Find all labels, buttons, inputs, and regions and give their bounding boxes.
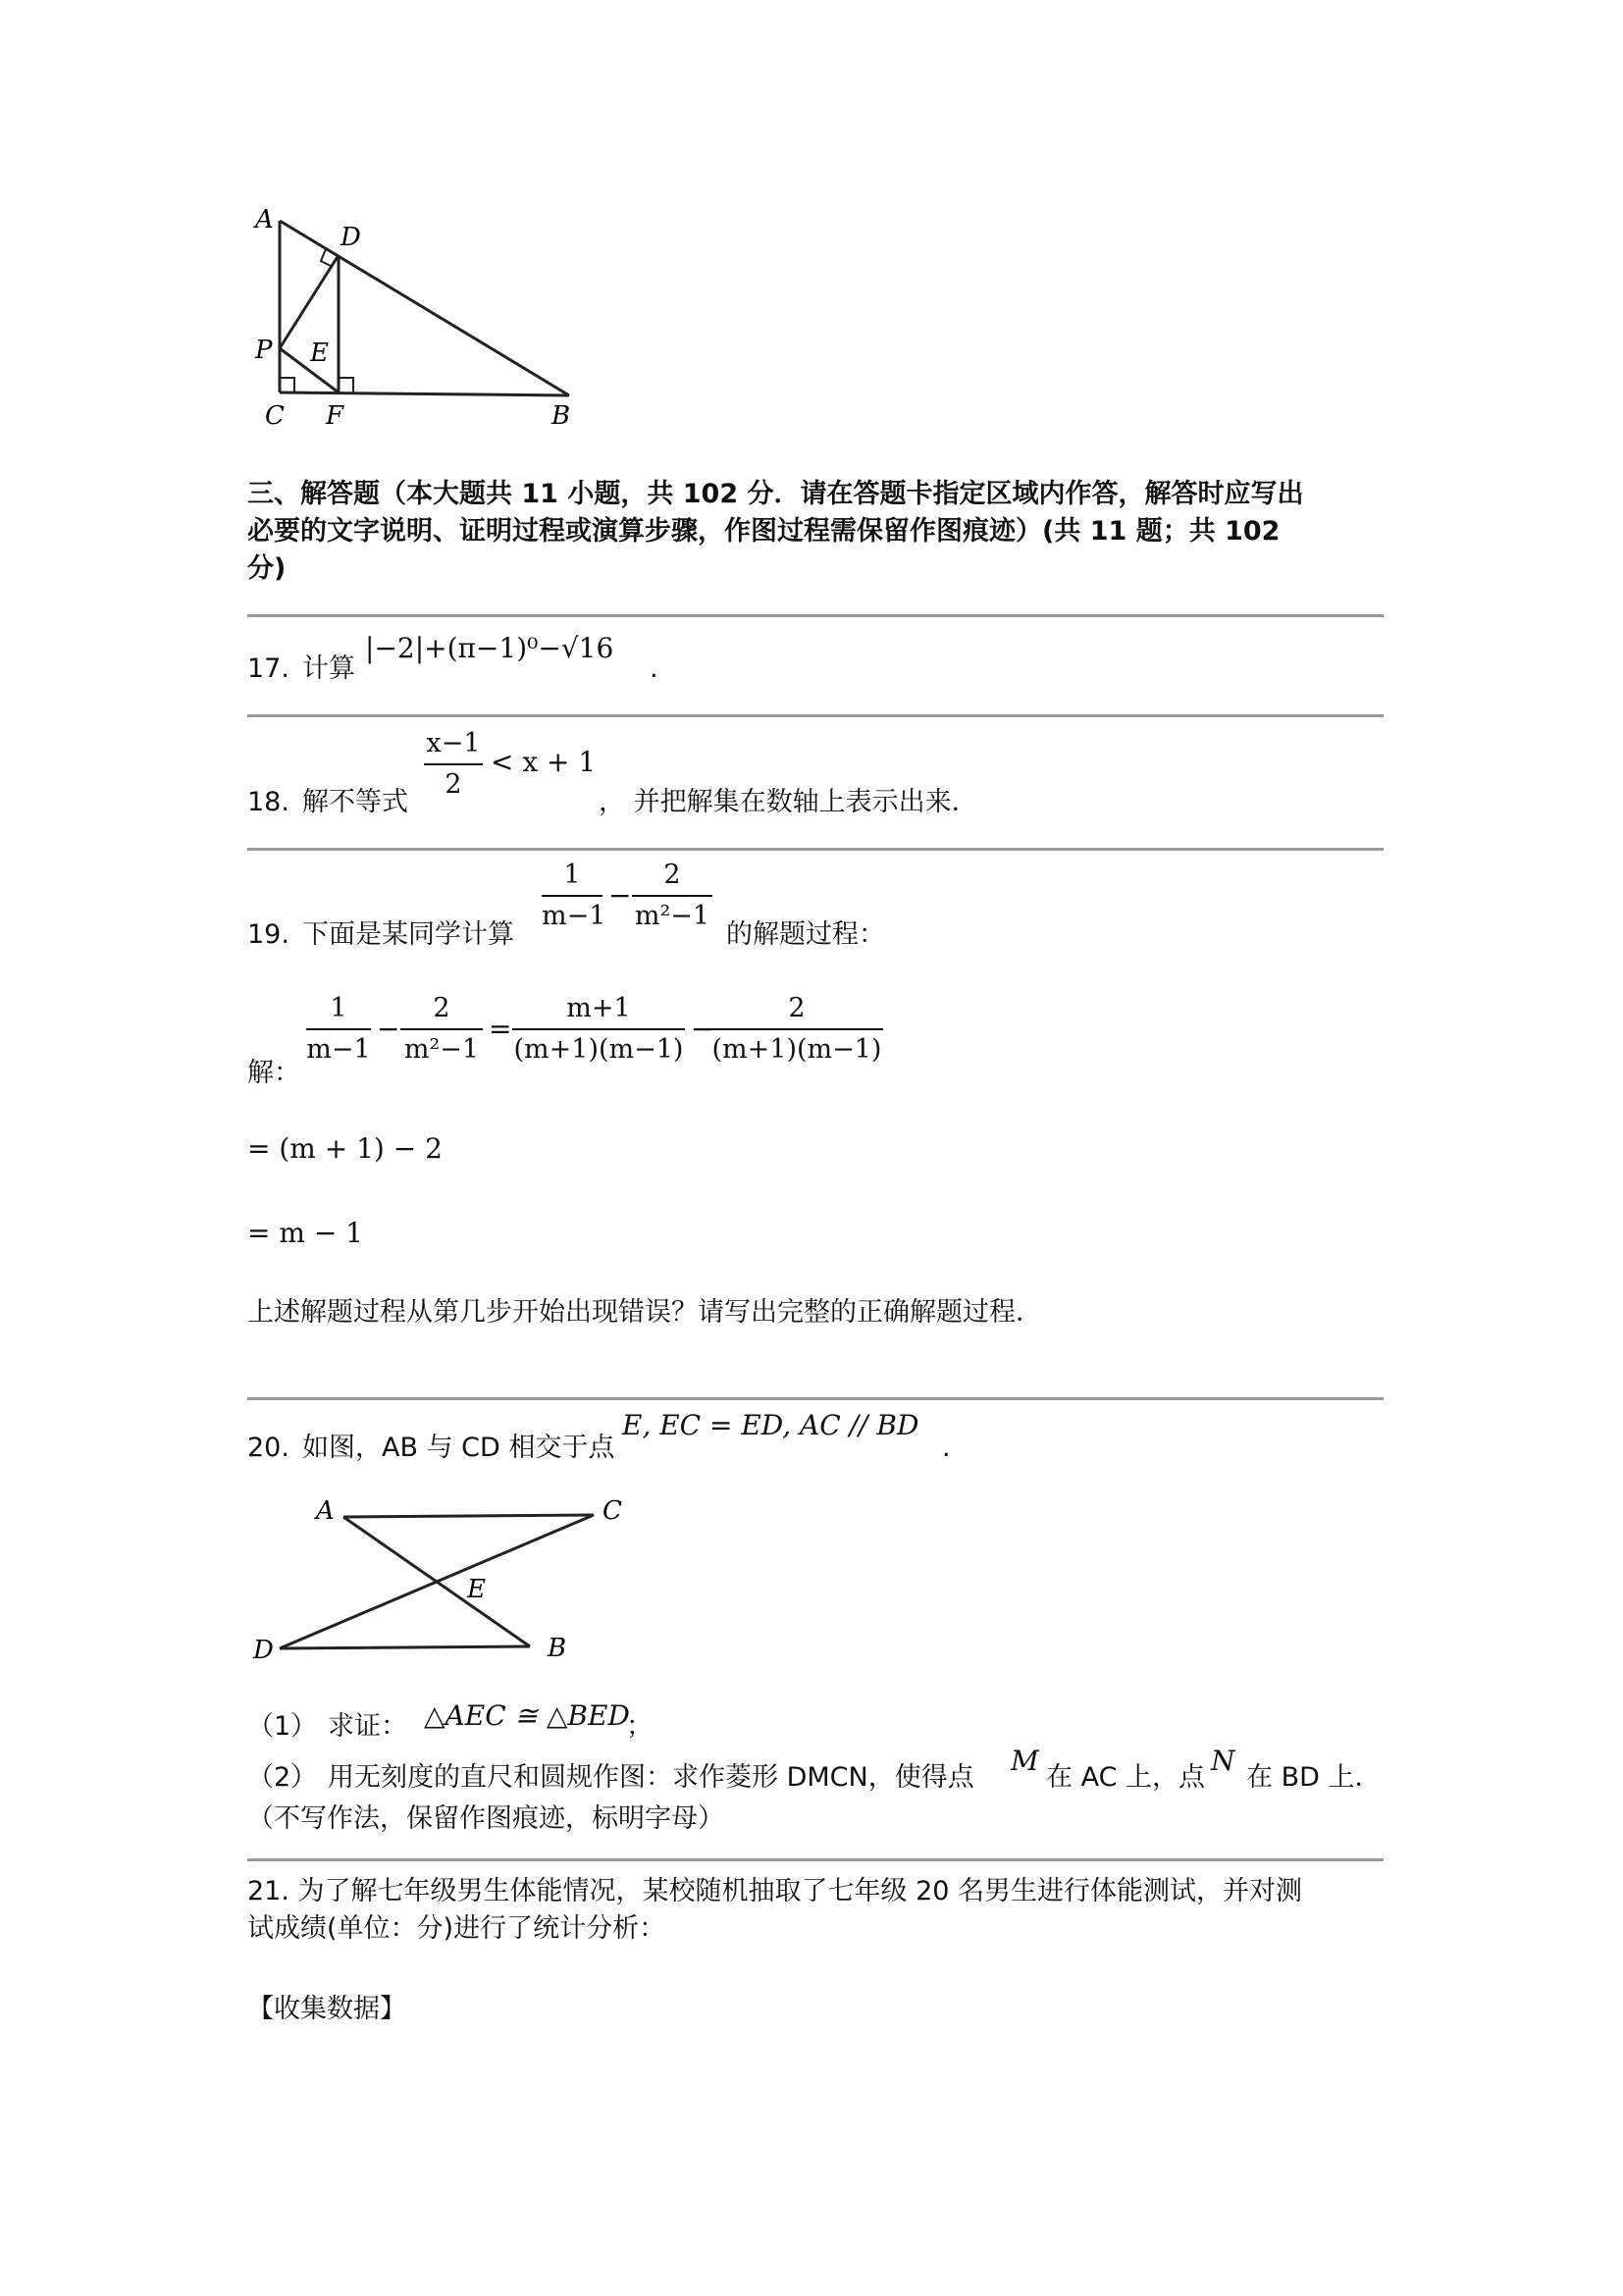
q18-fraction [424,728,483,801]
q17-number: 17. [247,653,289,684]
q18-number: 18. [247,787,289,817]
label-e: E [467,1575,486,1604]
q19-question: 上述解题过程从第几步开始出现错误？请写出完整的正确解题过程． [247,1297,1042,1328]
q19-step1-frac1 [306,993,371,1066]
q19-frac1-den: m−1 [542,901,606,931]
section-heading-line1: 三、解答题（本大题共 11 小题，共 102 分．请在答题卡指定区域内作答，解答时应写出 [247,479,1304,509]
segment-dc [280,1515,594,1648]
q19-step1-frac4-den: (m+1)(m−1) [711,1034,882,1065]
fraction-bar [632,895,712,897]
label-a: A [255,205,274,235]
q20-number: 20. [247,1433,289,1463]
right-angle-c [280,378,294,392]
q20-part1-end: ； [626,1711,653,1742]
q18-frac-num: x−1 [426,728,481,758]
q19-frac1-num: 1 [563,860,581,890]
q19-step1-minus1: − [377,1013,400,1045]
q19-frac2-num: 2 [663,860,681,890]
divider [247,848,1384,851]
q20-part2-text-c: 在 BD 上． [1246,1762,1382,1793]
q21-line1: 21. 为了解七年级男生体能情况，某校随机抽取了七年级 20 名男生进行体能测试，并对测 [247,1876,1303,1906]
divider [247,1858,1384,1861]
q19-step2: = (m + 1) − 2 [247,1132,443,1165]
q19-number: 19. [247,919,289,950]
q17-prompt: 计算 [302,653,355,684]
fraction-bar [710,1028,883,1030]
q19-step3: = m − 1 [247,1217,363,1249]
q19-step1-frac1-num: 1 [330,993,347,1023]
right-angle-f [339,378,353,392]
q20-part2-note: （不写作法，保留作图痕迹，标明字母） [247,1803,724,1834]
q20-part1-math: △AEC ≅ △BED [424,1699,630,1732]
section-heading-line2: 必要的文字说明、证明过程或演算步骤，作图过程需保留作图痕迹）(共 11 题；共 102 [247,516,1281,547]
q19-minus: − [608,879,632,912]
q19-suffix: 的解题过程： [726,919,885,950]
q19-step1-frac2 [400,993,483,1066]
segment-pf [280,348,339,392]
label-b: B [548,1634,567,1663]
fraction-bar [542,895,602,897]
q19-step1-frac1-den: m−1 [306,1034,371,1065]
q20-part2-text-b: 在 AC 上，点 [1046,1762,1206,1793]
q17-end: . [650,653,658,684]
q19-step1-frac2-den: m²−1 [403,1034,480,1065]
fraction-bar [512,1028,685,1030]
q19-step1-frac4 [710,993,883,1066]
q19-solve-label: 解： [247,1058,300,1088]
segment-pd [280,255,339,348]
q20-part2-label: （2） [247,1762,318,1793]
q20-end: . [942,1433,951,1463]
q20-prompt: 如图，AB 与 CD 相交于点 [302,1433,615,1463]
fraction-bar [400,1028,483,1030]
q21-line2: 试成绩(单位：分)进行了统计分析： [247,1913,666,1944]
divider [247,1397,1384,1400]
label-f: F [326,401,344,431]
q20-condition: E, EC = ED, AC // BD [622,1409,919,1441]
q18-frac-den: 2 [445,769,462,800]
label-a: A [316,1496,335,1526]
q19-step1-frac4-num: 2 [788,993,806,1023]
q18-rest: ， 并把解集在数轴上表示出来． [599,787,978,817]
q19-step1-frac3 [512,993,685,1066]
q19-frac2 [632,860,712,932]
divider [247,714,1384,717]
divider [247,614,1384,617]
q19-step1-equals: = [489,1013,512,1045]
segment-ab [280,221,569,395]
label-d: D [340,223,361,252]
fraction-bar [306,1028,371,1030]
triangle-figure [245,196,589,437]
label-e: E [310,339,329,368]
q19-step1-frac3-den: (m+1)(m−1) [513,1034,684,1065]
q19-frac2-den: m²−1 [634,901,710,931]
label-c: C [602,1496,622,1526]
label-c: C [265,401,285,431]
label-p: P [255,336,273,365]
fraction-bar [424,763,483,765]
q20-part1-label: （1） [247,1711,318,1742]
intersecting-lines-figure [245,1482,638,1668]
q20-part1-text: 求证： [328,1711,407,1742]
q18-prompt: 解不等式 [302,787,408,817]
segment-cb [280,392,569,395]
label-b: B [551,401,571,431]
q19-step1-frac2-num: 2 [433,993,450,1023]
segment-db [280,1646,530,1648]
q19-step1-frac3-num: m+1 [566,993,631,1023]
section-heading-line3: 分) [247,553,287,584]
label-d: D [253,1636,274,1665]
q21-collect: 【收集数据】 [247,1994,406,2024]
q20-part2-m: M [1011,1745,1039,1777]
q17-expression: |−2|+(π−1)⁰−√16 [365,632,614,664]
q19-frac1 [542,860,606,932]
q18-rhs: < x + 1 [491,746,597,778]
q19-step1-minus2: − [691,1013,714,1045]
segment-ac [343,1515,594,1517]
q20-part2-n: N [1211,1745,1235,1777]
q20-part2-text-a: 用无刻度的直尺和圆规作图：求作菱形 DMCN，使得点 [328,1762,974,1793]
q19-prompt: 下面是某同学计算 [302,919,514,950]
